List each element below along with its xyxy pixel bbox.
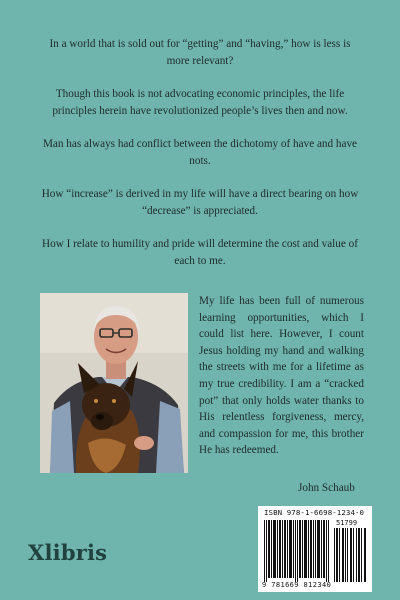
author-photo [40,293,188,473]
intro-paragraph: In a world that is sold out for “getting” and “having,” how is less is more relevant? [49,38,351,67]
intro-paragraph: How “increase” is derived in my life will have a direct bearing on how “decrease” is appreciated. [41,188,359,217]
author-bio: My life has been full of numerous learning opportunities, which I could list here. However, I count Jesus holding my hand and walking the streets with me for a lifetime as my true credibility. I am a “cracked pot” that only holds water thanks to His relentless forgiveness, mercy, and compassion for me, this brother He has redeemed. [199,295,364,457]
barcode-icon [262,518,368,582]
intro-paragraph: Though this book is not advocating economic principles, the life principles herein have revolutionized people’s lives then and now. [52,88,348,117]
intro-text [40,36,360,286]
author-name: John Schaub [298,482,355,494]
author-with-dog-image [40,293,188,473]
intro-paragraph: Man has always had conflict between the dichotomy of have and have nots. [42,138,358,167]
isbn-barcode-block [258,506,372,592]
intro-paragraph: How I relate to humility and pride will determine the cost and value of each to me. [42,238,358,267]
publisher-logo: Xlibris [28,540,108,565]
barcode-addon-digits: 51799 [336,519,358,527]
isbn-label: ISBN 978-1-6698-1234-0 [264,508,365,517]
barcode-ean-digits: 9 781669 812340 [262,581,332,589]
